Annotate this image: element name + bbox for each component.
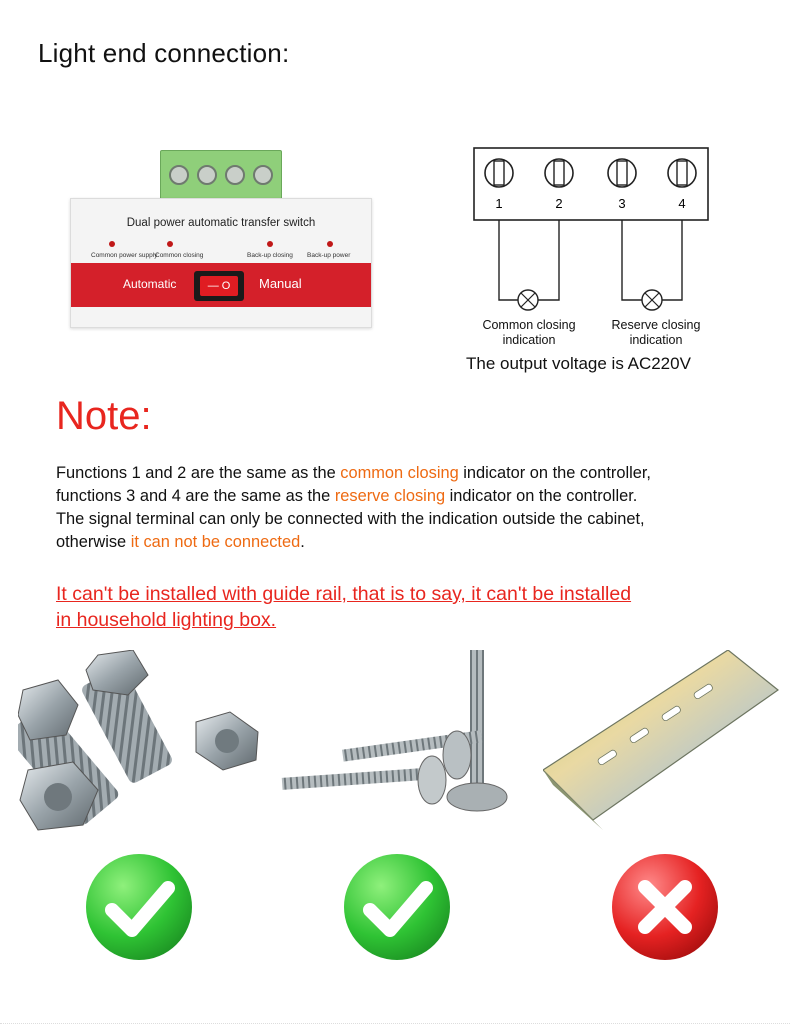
led-label: Common power supply <box>91 252 158 259</box>
note-line-1: Functions 1 and 2 are the same as the common closing indicator on the controller, <box>56 464 651 482</box>
rocker-switch <box>194 271 244 301</box>
led-label: Common closing <box>155 252 204 259</box>
highlight: common closing <box>340 464 459 482</box>
cross-icon <box>610 852 720 962</box>
guide-rail-image <box>543 650 785 830</box>
lamp2-label-line1: Reserve closing <box>611 318 701 332</box>
warning-text <box>56 581 786 633</box>
device-title: Dual power automatic transfer switch <box>126 217 316 229</box>
lamp1-label <box>470 318 588 348</box>
wire <box>499 220 518 300</box>
note-line-4: otherwise it can not be connected. <box>56 533 305 551</box>
note-line-2: functions 3 and 4 are the same as the reserve closing indicator on the controller. <box>56 487 638 505</box>
led-icon <box>327 241 333 247</box>
lamp1-label-line1: Common closing <box>482 318 576 332</box>
terminal-screw <box>225 165 245 185</box>
terminal-4 <box>668 159 696 187</box>
bolts-nuts-image <box>18 650 268 835</box>
terminal-3 <box>608 159 636 187</box>
highlight: reserve closing <box>334 487 446 505</box>
terminal-number: 3 <box>618 196 626 211</box>
warning-line-2: in household lighting box. <box>56 609 277 631</box>
led-icon <box>267 241 273 247</box>
note-paragraph <box>56 462 786 554</box>
terminal-number: 1 <box>495 196 503 211</box>
led-label: Back-up closing <box>247 252 293 259</box>
lamp2-label <box>596 318 716 348</box>
terminal-screw <box>169 165 189 185</box>
lamp-icon <box>642 290 662 310</box>
rocker-switch-face: — O <box>200 276 238 296</box>
bottom-divider <box>0 1023 790 1026</box>
check-icon <box>342 852 452 962</box>
automatic-label: Automatic <box>123 277 177 291</box>
lamp2-label-line2: indication <box>629 333 683 347</box>
terminal-screw <box>197 165 217 185</box>
wire <box>538 220 559 300</box>
terminal-2 <box>545 159 573 187</box>
terminal-number: 2 <box>555 196 563 211</box>
lamp-icon <box>518 290 538 310</box>
page-title: Light end connection: <box>38 38 290 68</box>
transfer-switch-device <box>70 198 372 328</box>
wiring-diagram <box>472 146 712 326</box>
terminal-number: 4 <box>678 196 686 211</box>
terminal-1 <box>485 159 513 187</box>
lamp1-label-line2: indication <box>502 333 556 347</box>
output-voltage: The output voltage is AC220V <box>466 354 691 373</box>
wire <box>622 220 642 300</box>
note-title: Note: <box>56 394 152 438</box>
led-icon <box>109 241 115 247</box>
device-red-panel <box>71 263 371 307</box>
warning-line-1: It can't be installed with guide rail, that is to say, it can't be installed <box>56 583 632 605</box>
terminal-screw <box>253 165 273 185</box>
screws-image <box>272 645 517 830</box>
note-line-3: The signal terminal can only be connected with the indication outside the cabinet, <box>56 510 645 528</box>
wire <box>662 220 682 300</box>
terminal-block <box>160 150 282 202</box>
highlight: it can not be connected <box>130 533 301 551</box>
led-label: Back-up power <box>307 252 351 259</box>
check-icon <box>84 852 194 962</box>
led-icon <box>167 241 173 247</box>
manual-label: Manual <box>259 276 302 291</box>
